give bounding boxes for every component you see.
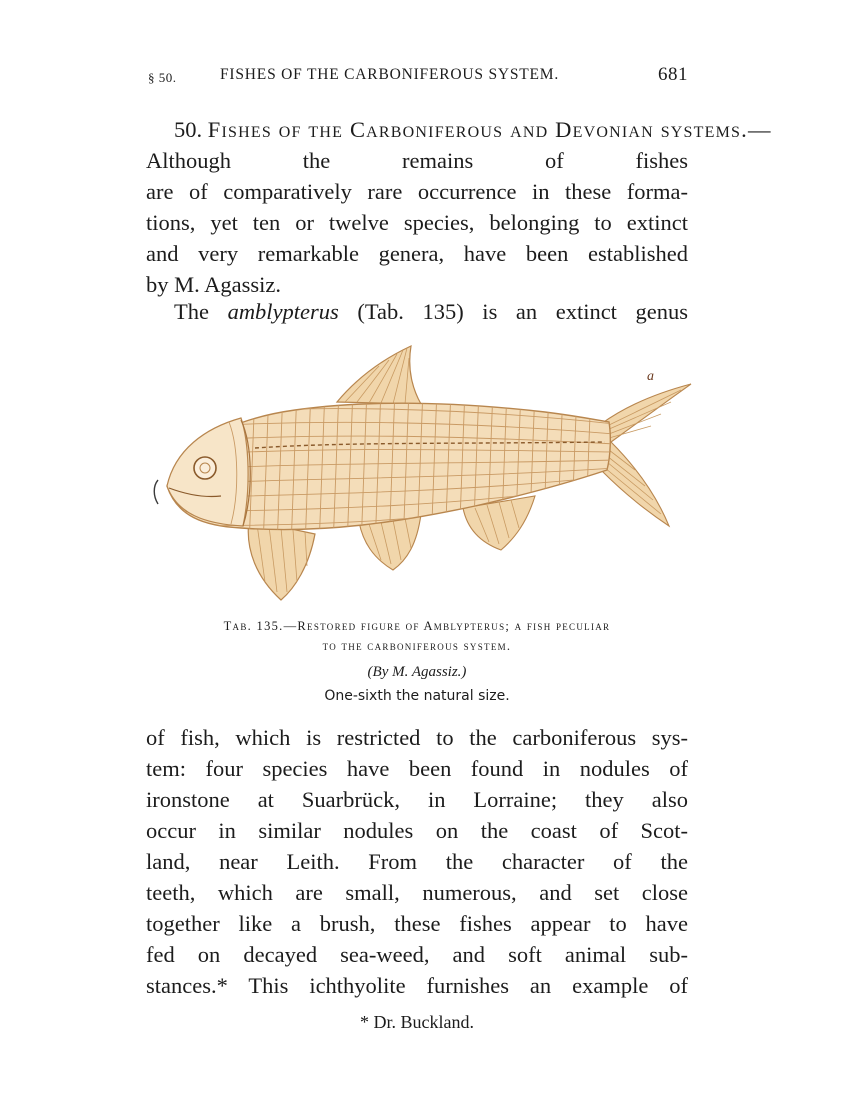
text-fragment: The [174, 299, 209, 324]
running-head-section: § 50. [148, 70, 177, 85]
snout-mark [154, 480, 158, 504]
page-number: 681 [658, 64, 688, 85]
heading-line-1 [146, 114, 772, 145]
genus-name: amblypterus [227, 299, 339, 324]
caudal-fin [601, 384, 691, 526]
figure-scale-note: One-sixth the natural size. [324, 688, 510, 704]
dorsal-fin [337, 346, 421, 404]
text-line: together like a brush, these fishes appear to have [146, 911, 688, 936]
paragraph-amblypterus [146, 296, 688, 327]
text-fragment: (Tab. 135) is an extinct genus [357, 299, 689, 324]
text-line: land, near Leith. From the character of the [146, 849, 688, 874]
figure-label: a [647, 369, 654, 384]
footnote: * Dr. Buckland. [360, 1012, 474, 1032]
text-line: tions, yet ten or twelve species, belonging to extinct [146, 210, 688, 235]
running-head [148, 66, 688, 88]
text-line: ironstone at Suarbrück, in Lorraine; they also [146, 787, 688, 812]
running-head-title: FISHES OF THE CARBONIFEROUS SYSTEM. [220, 66, 560, 83]
section-number: 50. [174, 117, 203, 142]
text-line: stances.* This ichthyolite furnishes an example of [146, 973, 688, 998]
text-line: Although the remains of fishes [146, 148, 688, 173]
caption-line-2: to the carboniferous system. [322, 639, 512, 653]
amblypterus-illustration [145, 338, 695, 610]
text-line: occur in similar nodules on the coast of Scot- [146, 818, 688, 843]
text-line: and very remarkable genera, have been established [146, 241, 688, 266]
fish-eye [194, 457, 216, 479]
section-paragraph [146, 114, 772, 300]
text-line: by M. Agassiz. [146, 272, 281, 297]
figure-caption [146, 616, 688, 656]
caption-line-1: Tab. 135.—Restored figure of Amblypterus; a fish peculiar [223, 619, 611, 633]
text-line: tem: four species have been found in nodules of [146, 756, 688, 781]
text-line: are of comparatively rare occurrence in these forma- [146, 179, 688, 204]
text-line: teeth, which are small, numerous, and set close [146, 880, 688, 905]
text-line: of fish, which is restricted to the carboniferous sys- [146, 725, 688, 750]
section-heading: Fishes of the Carboniferous and Devonian systems.— [207, 117, 772, 142]
paragraph-continued [146, 722, 688, 1001]
figure-credit: (By M. Agassiz.) [367, 664, 467, 680]
text-line: fed on decayed sea-weed, and soft animal sub- [146, 942, 688, 967]
